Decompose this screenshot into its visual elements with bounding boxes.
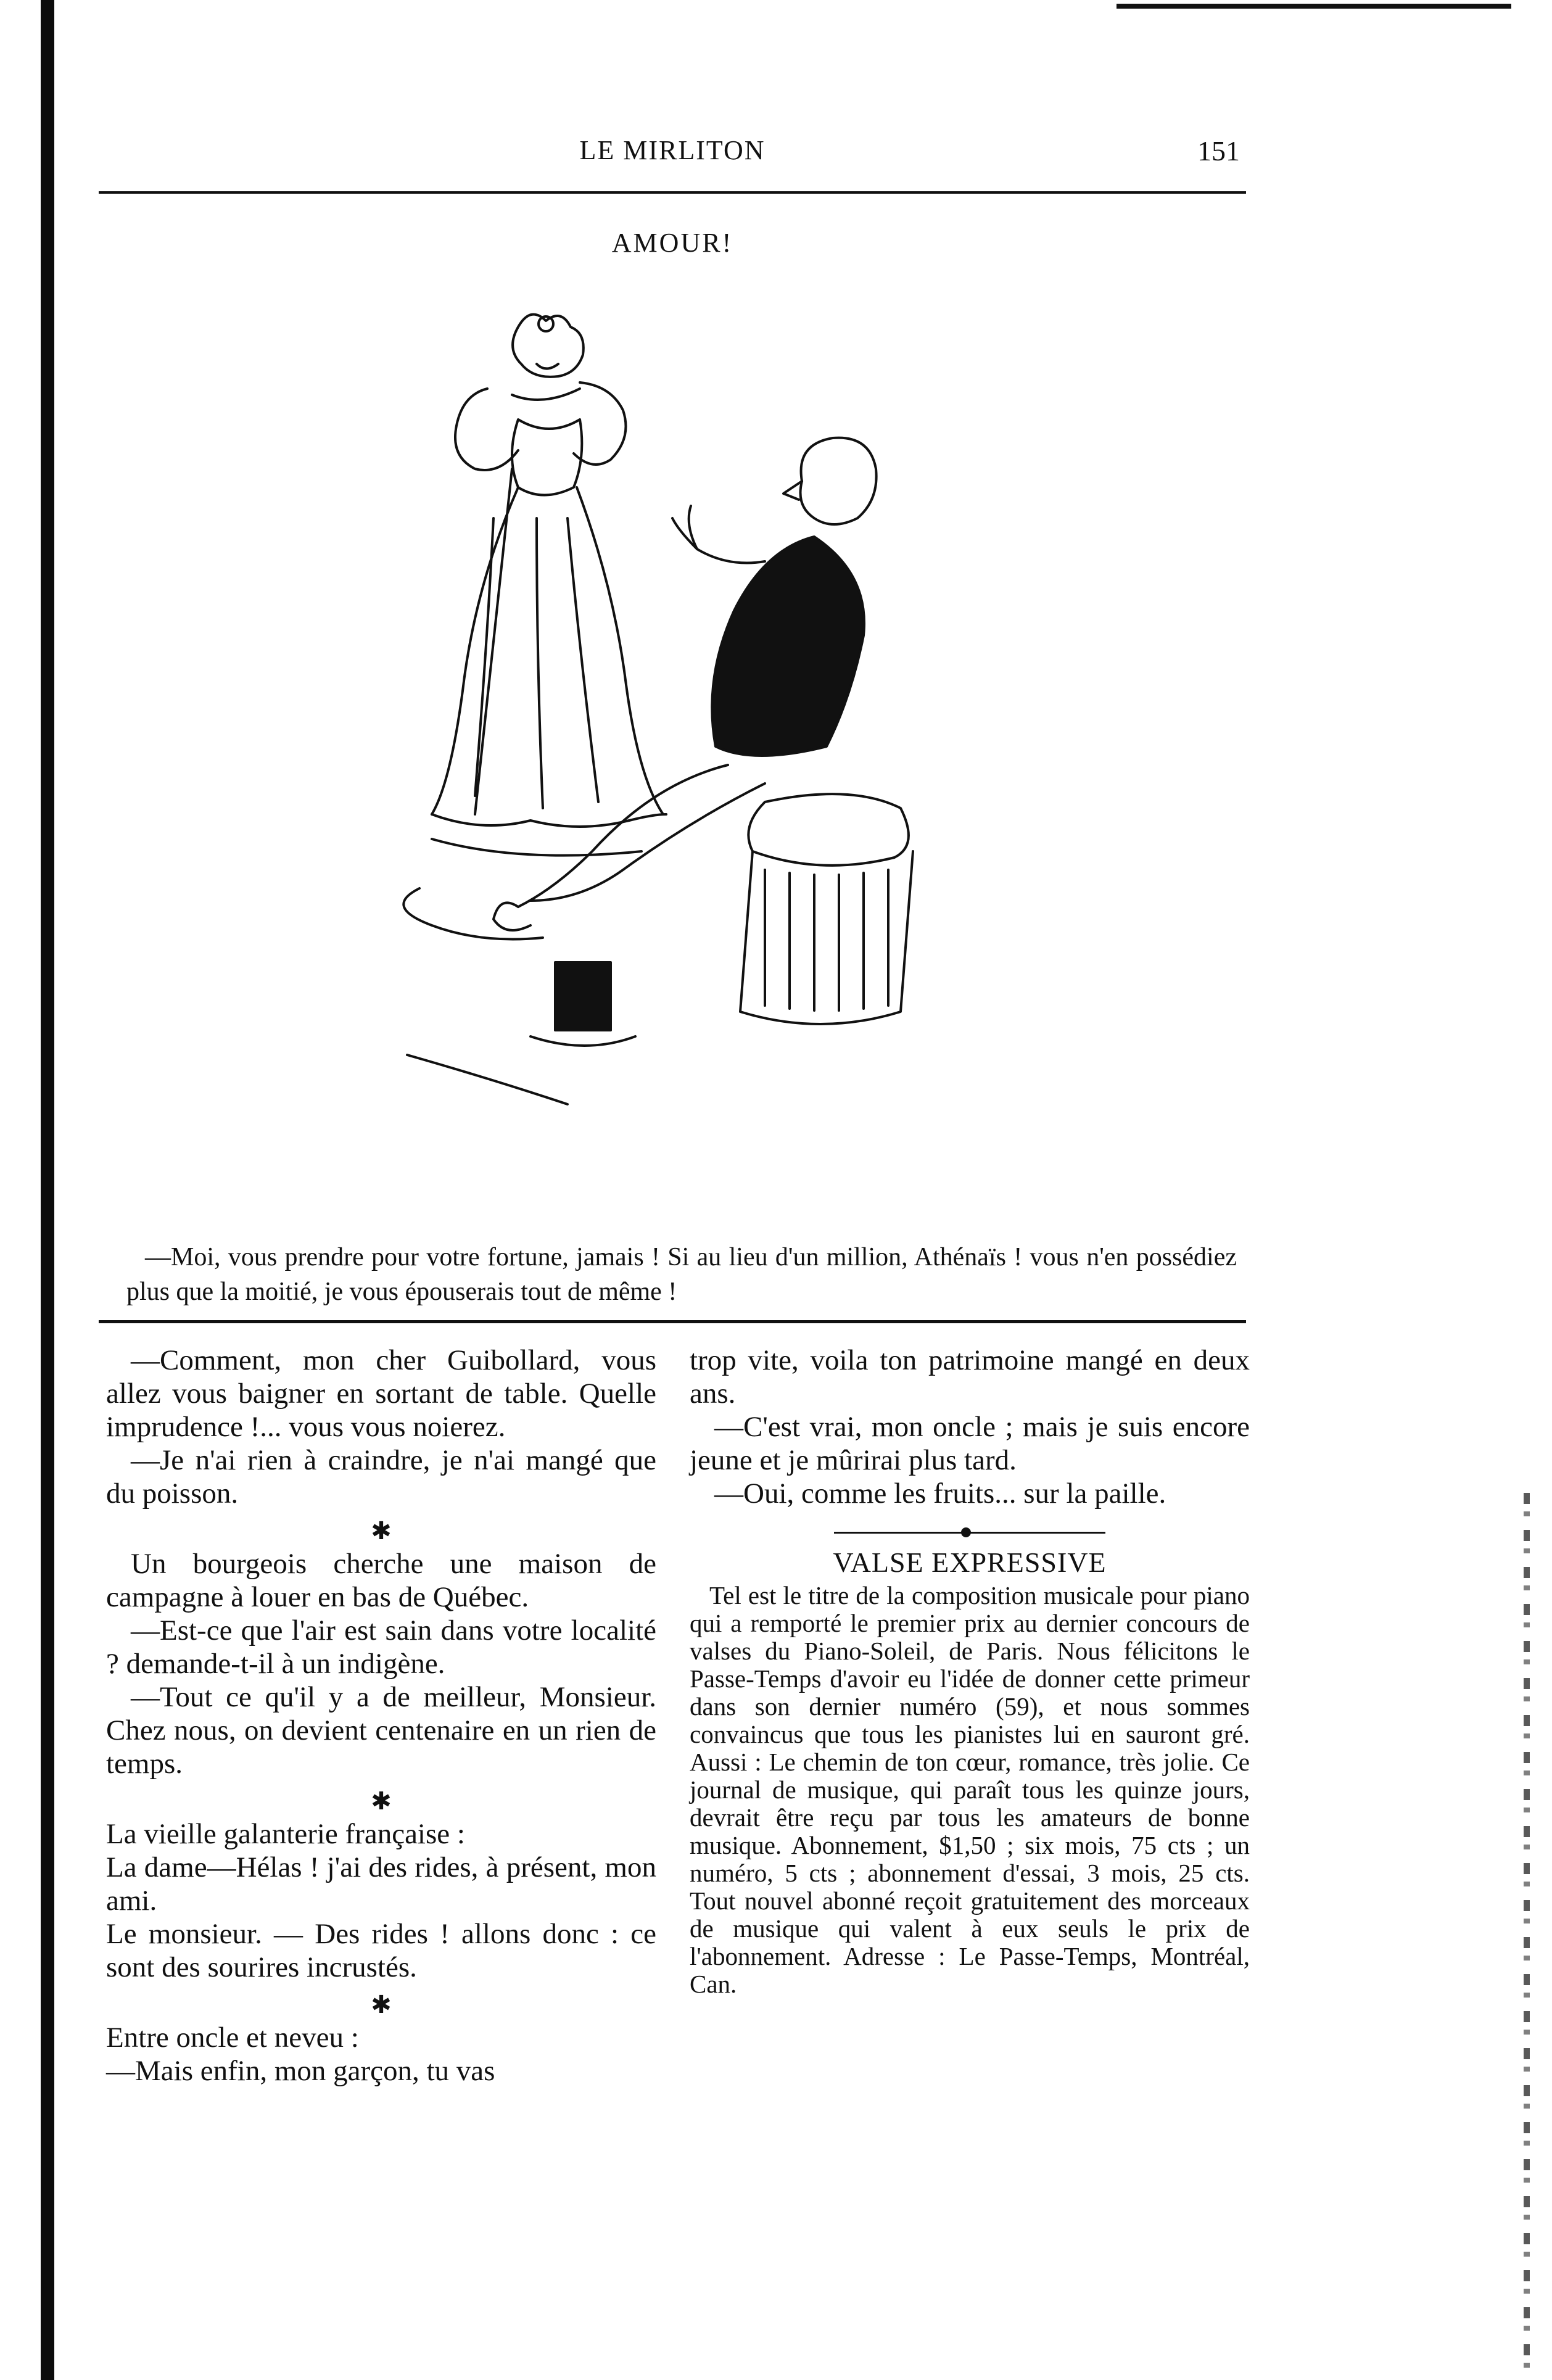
page-header — [99, 134, 1246, 178]
paragraph: —Mais enfin, mon garçon, tu vas — [106, 2055, 495, 2087]
paragraph: Un bourgeois cherche une maison de campagne à louer en bas de Québec. — [106, 1548, 656, 1613]
valse-expressive-heading: VALSE EXPRESSIVE — [833, 1547, 1107, 1578]
page-number: 151 — [1197, 135, 1240, 167]
illustration-woman-and-man — [333, 296, 1024, 1209]
paragraph: Le monsieur. — Des rides ! allons donc : ce sont des sourires incrustés. — [106, 1918, 656, 1983]
paragraph: —Je n'ai rien à craindre, je n'ai mangé que du poisson. — [106, 1444, 656, 1510]
paragraph: —C'est vrai, mon oncle ; mais je suis encore jeune et je mûrirai plus tard. — [690, 1411, 1250, 1476]
left-column — [106, 1344, 656, 2088]
asterisk-separator: ✱ — [371, 1517, 392, 1545]
caption-rule — [99, 1320, 1246, 1323]
asterisk-separator: ✱ — [371, 1991, 392, 2018]
paragraph: —Oui, comme les fruits... sur la paille. — [714, 1477, 1166, 1510]
header-rule — [99, 191, 1246, 194]
paragraph: —Est-ce que l'air est sain dans votre localité ? demande-t-il à un indigène. — [106, 1614, 656, 1680]
running-title: LE MIRLITON — [579, 135, 766, 165]
paragraph: Entre oncle et neveu : — [106, 2022, 359, 2054]
caption-text: —Moi, vous prendre pour votre fortune, jamais ! Si au lieu d'un million, Athénaïs ! vous n'en possédiez plus que la moitié, je vous épouserais tout de même ! — [126, 1243, 1237, 1306]
paragraph: —Comment, mon cher Guibollard, vous allez vous baigner en sortant de table. Quelle imprudence !... vous vous noierez. — [106, 1344, 656, 1443]
asterisk-separator: ✱ — [371, 1787, 392, 1815]
illustration-caption — [126, 1240, 1237, 1309]
ornament-divider — [834, 1525, 1105, 1540]
paragraph: La dame—Hélas ! j'ai des rides, à présent, mon ami. — [106, 1851, 656, 1917]
valse-paragraph: Tel est le titre de la composition musicale pour piano qui a remporté le premier prix au dernier concours de valses du Piano-Soleil, de Paris. Nous félicitons le Passe-Temps d'avoir eu l'idée de donner cette primeur dans son dernier numéro (59), et nous sommes convaincus que tous les pianistes lui en sauront gré. Aussi : Le chemin de ton cœur, romance, très jolie. Ce journal de musique, qui paraît tous les quinze jours, devrait être reçu par tous les amateurs de bonne musique. Abonnement, $1,50 ; six mois, 75 cts ; un numéro, 5 cts ; abonnement d'essai, 3 mois, 25 cts. Tout nouvel abonné reçoit gratuitement des morceaux de musique qui valent à eux seuls le prix de l'abonnement. Adresse : Le Passe-Temps, Montréal, Can. — [690, 1581, 1250, 1998]
right-column — [690, 1344, 1250, 1998]
top-edge-line — [1117, 4, 1511, 9]
paragraph: trop vite, voila ton patrimoine mangé en deux ans. — [690, 1344, 1250, 1410]
page-left-edge-shadow — [41, 0, 54, 2380]
section-title: AMOUR! — [611, 228, 733, 258]
right-edge-scan-noise — [1524, 1493, 1530, 2369]
paragraph: —Tout ce qu'il y a de meilleur, Monsieur. Chez nous, on devient centenaire en un rien de temps. — [106, 1681, 656, 1780]
paragraph: La vieille galanterie française : — [106, 1818, 465, 1850]
